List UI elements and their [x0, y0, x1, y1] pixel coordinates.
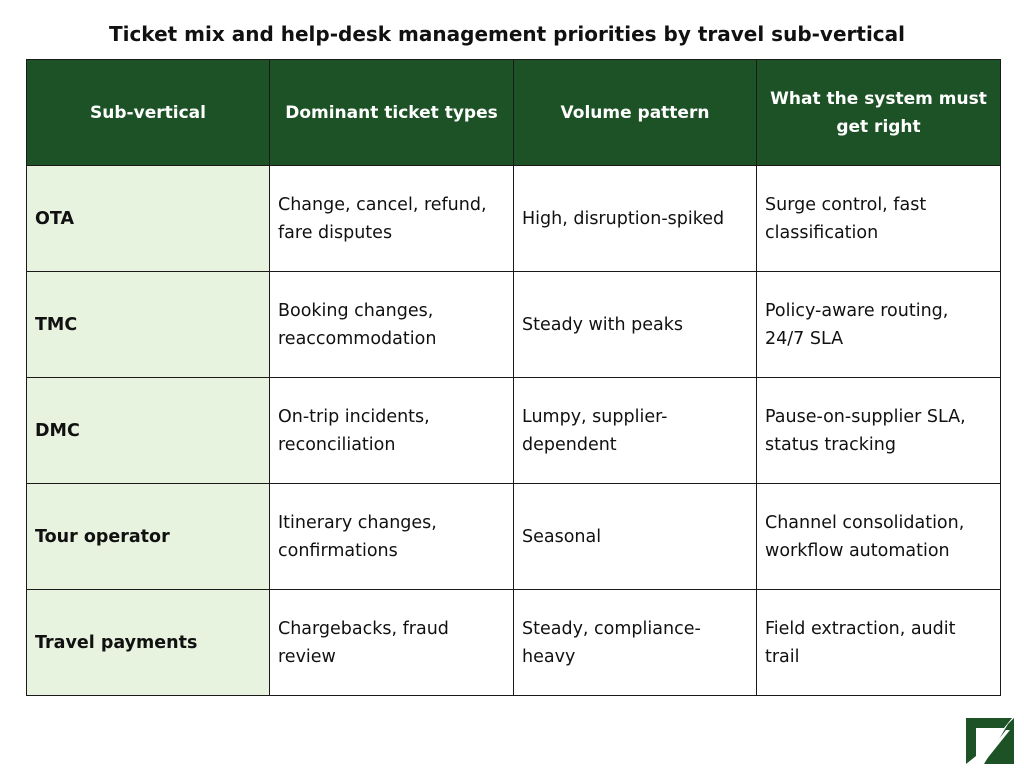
cell-sub-vertical: OTA	[27, 166, 270, 272]
brand-logo-icon	[964, 716, 1016, 766]
header-must-get-right: What the system must get right	[757, 60, 1001, 166]
cell-volume-pattern: Steady, compliance-heavy	[514, 590, 757, 696]
cell-ticket-types: On-trip incidents, reconciliation	[270, 378, 514, 484]
cell-sub-vertical: Travel payments	[27, 590, 270, 696]
cell-volume-pattern: Lumpy, supplier-dependent	[514, 378, 757, 484]
table-row	[27, 272, 1001, 378]
page-title: Ticket mix and help-desk management priorities by travel sub-vertical	[108, 22, 906, 46]
table-header-row	[27, 60, 1001, 166]
cell-volume-pattern: Seasonal	[514, 484, 757, 590]
table-row	[27, 484, 1001, 590]
cell-sub-vertical: Tour operator	[27, 484, 270, 590]
header-volume-pattern: Volume pattern	[514, 60, 757, 166]
cell-ticket-types: Itinerary changes, confirmations	[270, 484, 514, 590]
header-sub-vertical: Sub-vertical	[27, 60, 270, 166]
cell-must-get-right: Field extraction, audit trail	[757, 590, 1001, 696]
header-ticket-types: Dominant ticket types	[270, 60, 514, 166]
cell-must-get-right: Pause-on-supplier SLA, status tracking	[757, 378, 1001, 484]
cell-must-get-right: Channel consolidation, workflow automation	[757, 484, 1001, 590]
table-row	[27, 590, 1001, 696]
cell-volume-pattern: Steady with peaks	[514, 272, 757, 378]
cell-ticket-types: Change, cancel, refund, fare disputes	[270, 166, 514, 272]
cell-sub-vertical: DMC	[27, 378, 270, 484]
cell-sub-vertical: TMC	[27, 272, 270, 378]
cell-volume-pattern: High, disruption-spiked	[514, 166, 757, 272]
cell-must-get-right: Surge control, fast classification	[757, 166, 1001, 272]
table-row	[27, 378, 1001, 484]
cell-ticket-types: Chargebacks, fraud review	[270, 590, 514, 696]
cell-ticket-types: Booking changes, reaccommodation	[270, 272, 514, 378]
cell-must-get-right: Policy-aware routing, 24/7 SLA	[757, 272, 1001, 378]
table-row	[27, 166, 1001, 272]
priorities-table	[26, 59, 1001, 696]
